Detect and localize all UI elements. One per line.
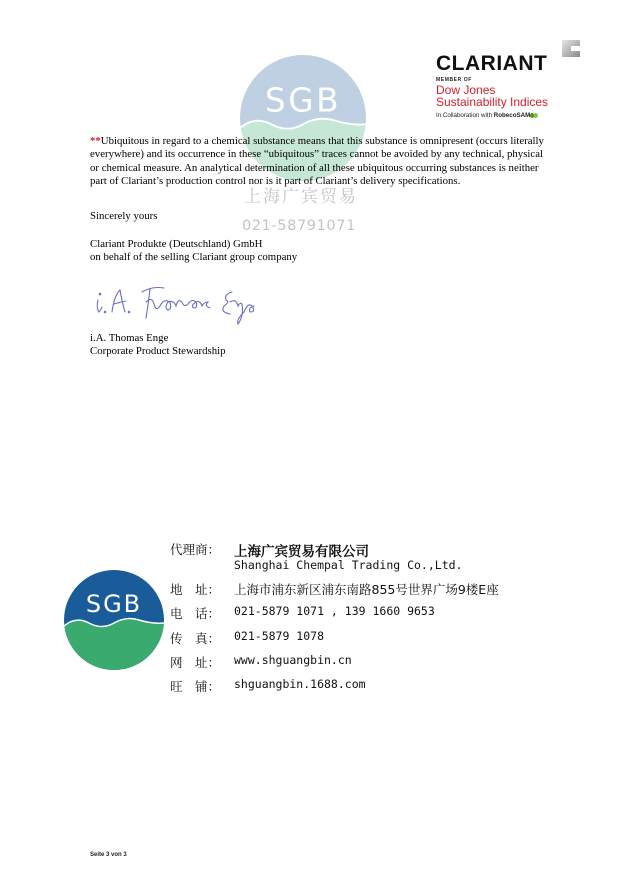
address-row <box>170 580 499 598</box>
djsi-title-line2: Sustainability Indices <box>436 95 549 109</box>
watermark-company: 上海广宾贸易 <box>244 187 358 207</box>
agent-label: 代理商： <box>170 542 221 557</box>
website-link[interactable]: www.shguangbin.cn <box>234 653 352 667</box>
clariant-wordmark: CLARIANT <box>436 52 548 75</box>
website-label: 网 址： <box>170 655 221 670</box>
shop-link[interactable]: shguangbin.1688.com <box>234 677 366 691</box>
watermark-phone: 021-58791071 <box>242 218 356 234</box>
closing: Sincerely yours <box>90 210 158 222</box>
agent-row <box>170 540 369 560</box>
phone-row <box>170 604 435 622</box>
fax-label: 传 真： <box>170 631 221 646</box>
agent-company-cn: 上海广宾贸易有限公司 <box>234 544 369 560</box>
address-value: 上海市浦东新区浦东南路855号世界广场9楼E座 <box>234 582 499 597</box>
shop-label: 旺 铺： <box>170 679 221 694</box>
svg-text:SGB: SGB <box>85 590 143 618</box>
djsi-member-label: MEMBER OF <box>436 77 472 83</box>
company-behalf: on behalf of the selling Clariant group company <box>90 251 298 263</box>
shop-row <box>170 677 366 695</box>
footnote-paragraph <box>90 135 550 189</box>
fax-row <box>170 629 325 647</box>
sgb-circle-icon <box>64 570 164 670</box>
company-name: Clariant Produkte (Deutschland) GmbH <box>90 238 263 250</box>
page-number: Seite 3 von 3 <box>90 852 127 858</box>
phone-value: 021-5879 1071 , 139 1660 9653 <box>234 604 435 618</box>
fax-value: 021-5879 1078 <box>234 629 325 643</box>
website-row <box>170 653 352 671</box>
djsi-collaboration <box>436 112 538 119</box>
signer-name: i.A. Thomas Enge <box>90 332 169 344</box>
djsi-title-line1: Dow Jones <box>436 83 496 97</box>
robecosam-dot-icon <box>533 113 538 118</box>
signature-image <box>92 272 272 330</box>
phone-label: 电 话： <box>170 606 221 621</box>
address-label: 地 址： <box>170 582 221 597</box>
footnote-text: Ubiquitous in regard to a chemical substance means that this substance is omnipresent (occurs literally everywhere) and its occurrence in these “ubiquitous” traces cannot be avoided by any technical, physical or chemical measure. An analytical determination of all these ubiquitous occurring substances is neither part of Clariant’s production control nor is it part of Clariant’s delivery specifications. <box>90 135 544 188</box>
signer-title: Corporate Product Stewardship <box>90 345 226 357</box>
sgb-logo <box>64 570 164 670</box>
svg-text:SGB: SGB <box>264 81 342 120</box>
agent-company-en: Shanghai Chempal Trading Co.,Ltd. <box>234 558 463 572</box>
collab-brand: RobecoSAM <box>493 112 531 119</box>
clariant-mark-icon <box>562 40 580 57</box>
collab-prefix: In Collaboration with <box>436 112 494 119</box>
footnote-marker: ** <box>90 135 101 147</box>
